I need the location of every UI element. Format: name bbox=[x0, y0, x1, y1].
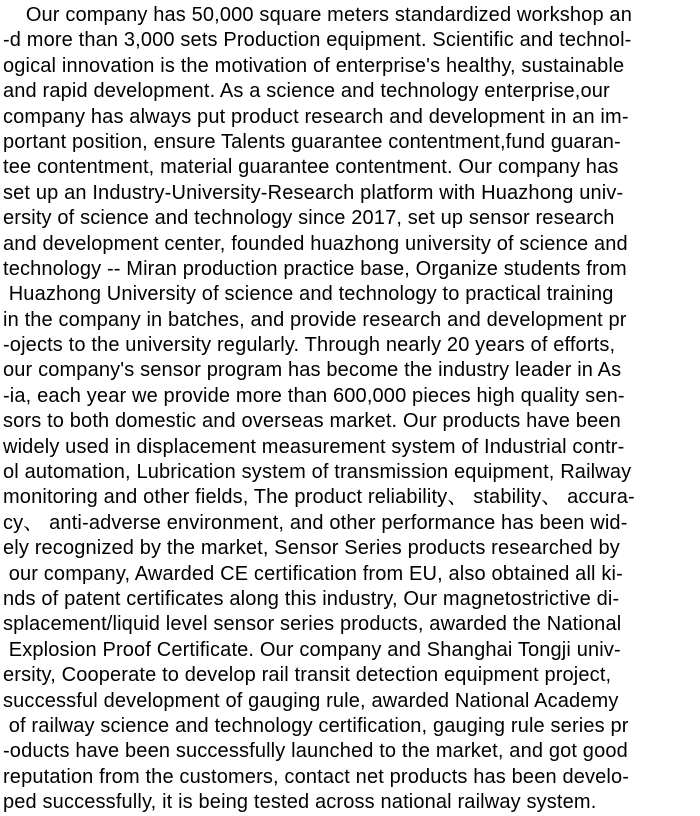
text-line: splacement/liquid level sensor series products, awarded the National bbox=[3, 613, 622, 636]
text-line: successful development of gauging rule, awarded National Academy bbox=[3, 689, 619, 712]
text-line: -ojects to the university regularly. Through nearly 20 years of efforts, bbox=[3, 334, 616, 357]
text-line: and rapid development. As a science and technology enterprise,our bbox=[3, 80, 610, 103]
text-line: of railway science and technology certification, gauging rule series pr bbox=[3, 714, 629, 737]
text-line: widely used in displacement measurement system of Industrial contr- bbox=[3, 435, 625, 458]
text-line: sors to both domestic and overseas market. Our products have been bbox=[3, 410, 621, 433]
text-line: Our company has 50,000 square meters standardized workshop an bbox=[3, 4, 632, 26]
text-line: tee contentment, material guarantee contentment. Our company has bbox=[3, 156, 619, 179]
text-line: portant position, ensure Talents guarantee contentment,fund guaran- bbox=[3, 130, 621, 153]
text-line: ersity of science and technology since 2017, set up sensor research bbox=[3, 207, 615, 230]
text-line: our company, Awarded CE certification from EU, also obtained all ki- bbox=[3, 562, 623, 585]
text-line: reputation from the customers, contact net products has been develo- bbox=[3, 765, 630, 788]
text-line: monitoring and other fields, The product reliability、 stability、 accura- bbox=[3, 486, 635, 509]
text-line: ogical innovation is the motivation of enterprise's healthy, sustainable bbox=[3, 54, 625, 77]
text-line: -d more than 3,000 sets Production equipment. Scientific and technol- bbox=[3, 29, 632, 52]
text-line: set up an Industry-University-Research platform with Huazhong univ- bbox=[3, 181, 624, 204]
text-line: ersity, Cooperate to develop rail transit detection equipment project, bbox=[3, 664, 612, 687]
text-line: -oducts have been successfully launched to the market, and got good bbox=[3, 740, 628, 763]
text-line: Huazhong University of science and technology to practical training bbox=[3, 283, 614, 306]
text-line: in the company in batches, and provide research and development pr bbox=[3, 308, 627, 331]
text-line: -ia, each year we provide more than 600,000 pieces high quality sen- bbox=[3, 384, 625, 407]
text-line: cy、 anti-adverse environment, and other performance has been wid- bbox=[3, 511, 628, 534]
text-line: ol automation, Lubrication system of transmission equipment, Railway bbox=[3, 461, 632, 484]
text-line: nds of patent certificates along this industry, Our magnetostrictive di- bbox=[3, 587, 620, 610]
text-line: technology -- Miran production practice base, Organize students from bbox=[3, 257, 627, 280]
text-line: company has always put product research and development in an im- bbox=[3, 105, 629, 128]
text-line: Explosion Proof Certificate. Our company and Shanghai Tongji univ- bbox=[3, 638, 621, 661]
text-line: our company's sensor program has become the industry leader in As bbox=[3, 359, 622, 382]
text-line: ely recognized by the market, Sensor Series products researched by bbox=[3, 537, 620, 560]
text-line: and development center, founded huazhong university of science and bbox=[3, 232, 628, 255]
text-line: ped successfully, it is being tested across national railway system. bbox=[3, 791, 597, 814]
